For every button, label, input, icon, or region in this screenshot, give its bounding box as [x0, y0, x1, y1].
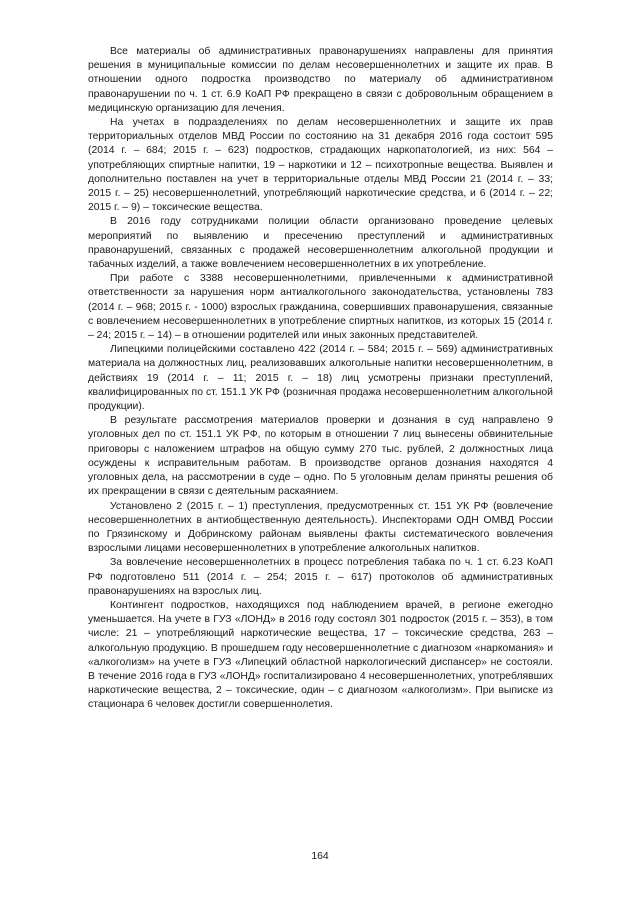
paragraph-8: За вовлечение несовершеннолетних в процесс потребления табака по ч. 1 ст. 6.23 КоАП РФ подготовлено 511 (2014 г. – 254; 2015 г. – 617) протоколов об административных правонарушениях на взрослых лиц.	[88, 557, 553, 597]
paragraph-1: Все материалы об административных правонарушениях направлены для принятия решения в муниципальные комиссии по делам несовершеннолетних и защите их прав. В отношении одного подростка производство по материалу об административном правонарушении по ч. 1 ст. 6.9 КоАП РФ прекращено в связи с добровольным обращением в медицинскую организацию для лечения.	[88, 46, 553, 114]
paragraph-5: Липецкими полицейскими составлено 422 (2014 г. – 584; 2015 г. – 569) административных материала на должностных лиц, реализовавших алкогольные напитки несовершеннолетним, в действиях 19 (2014 г. – 11; 2015 г. – 18) лиц усмотрены признаки преступлений, квалифицированных по ст. 151.1 УК РФ (розничная продажа несовершеннолетним алкогольной продукции).	[88, 344, 553, 413]
body-text	[88, 45, 553, 713]
paragraph-4: При работе с 3388 несовершеннолетними, привлеченными к административной ответственности за нарушения норм антиалкогольного законодательства, установлены 783 (2014 г. – 968; 2015 г. - 1000) взрослых гражданина, совершивших правонарушения, связанные с вовлечением несовершеннолетних в употребление спиртных напитков, из которых 15 (2014 г. – 24; 2015 г. – 14) – в отношении родителей или иных законных представителей.	[88, 273, 553, 342]
paragraph-6: В результате рассмотрения материалов проверки и дознания в суд направлено 9 уголовных дел по ст. 151.1 УК РФ, по которым в отношении 7 лиц вынесены обвинительные приговоры с наложением штрафов на общую сумму 270 тыс. рублей, 2 должностных лица осуждены к исправительным работам. В производстве органов дознания находятся 4 уголовных дела, на рассмотрении в суде – одно. По 5 уголовным делам приняты решения об их прекращении в связи с деятельным раскаянием.	[88, 415, 553, 498]
paragraph-2: На учетах в подразделениях по делам несовершеннолетних и защите их прав территориальных отделов МВД России по состоянию на 31 декабря 2016 года состоит 595 (2014 г. – 684; 2015 г. – 623) подростков, страдающих наркопатологией, из них: 564 – употребляющих спиртные напитки, 19 – наркотики и 12 – психотропные вещества. Выявлен и дополнительно поставлен на учет в территориальные отделы МВД России 21 (2014 г. – 33; 2015 г. – 25) несовершеннолетний, употребляющий наркотические средства, и 6 (2014 г. – 22; 2015 г. – 9) – токсические вещества.	[88, 117, 553, 214]
paragraph-7: Установлено 2 (2015 г. – 1) преступления, предусмотренных ст. 151 УК РФ (вовлечение несовершеннолетних в антиобщественную деятельность). Инспекторами ОДН ОМВД России по Грязинскому и Добринскому районам выявлены факты систематического вовлечения взрослыми лицами несовершеннолетних в употребление алкогольных напитков.	[88, 500, 553, 555]
paragraph-9: Контингент подростков, находящихся под наблюдением врачей, в регионе ежегодно уменьшается. На учете в ГУЗ «ЛОНД» в 2016 году состоял 301 подросток (2015 г. – 353), в том числе: 21 – употребляющий наркотические вещества, 17 – токсические средства, 263 – алкогольную продукцию. В прошедшем году несовершеннолетние с диагнозом «наркомания» и «алкоголизм» на учете в ГУЗ «Липецкий областной наркологический диспансер» не состояли. В течение 2016 года в ГУЗ «ЛОНД» госпитализировано 4 несовершеннолетних, употреблявших наркотические вещества, 2 – токсические, один – с диагнозом «алкоголизм». При выписке из стационара 6 человек достигли совершеннолетия.	[88, 599, 553, 711]
paragraph-3: В 2016 году сотрудниками полиции области организовано проведение целевых мероприятий по выявлению и пресечению преступлений и административных правонарушений, связанных с продажей несовершеннолетним алкогольной продукции и табачных изделий, а также вовлечением несовершеннолетних в их употребление.	[88, 216, 553, 271]
page-number: 164	[311, 851, 329, 862]
